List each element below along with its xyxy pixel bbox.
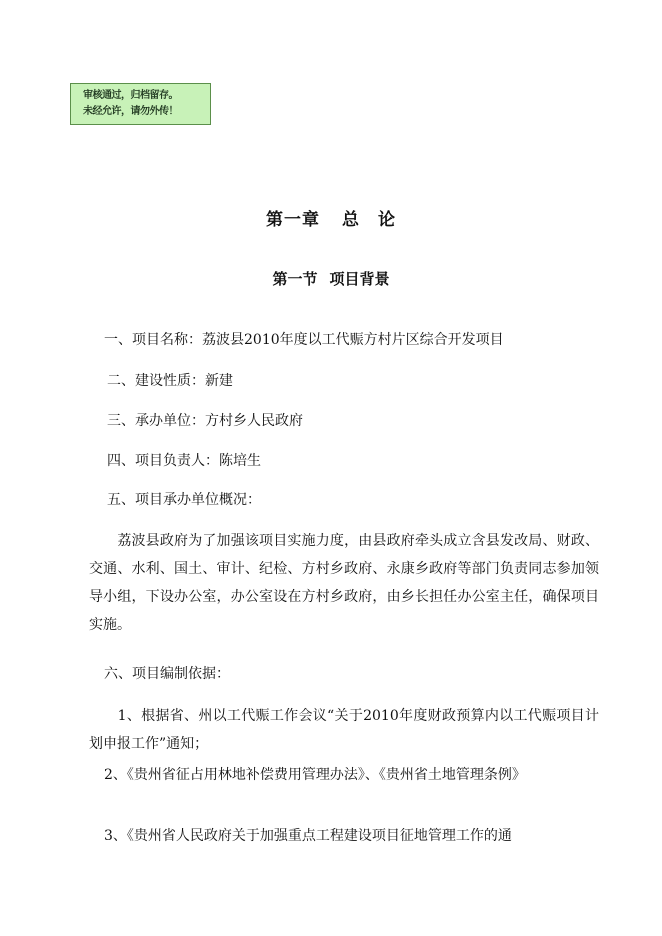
watermark-stamp [70, 83, 211, 125]
basis-item-2: 2、《贵州省征占用林地补偿费用管理办法》、《贵州省土地管理条例》 [104, 767, 526, 783]
basis-heading: 六、项目编制依据： [104, 666, 230, 682]
item-project-name [104, 330, 504, 350]
basis-item-3: 3、《贵州省人民政府关于加强重点工程建设项目征地管理工作的通 [104, 828, 512, 844]
item-label: 五、项目承办单位概况： [107, 492, 261, 508]
item-label: 二、建设性质： [107, 373, 205, 389]
chapter-title: 总 论 [342, 210, 396, 230]
item-value: 方村乡人民政府 [205, 413, 303, 429]
chapter-number: 第一章 [266, 210, 320, 230]
section-number: 第一节 [272, 270, 318, 288]
item-label: 三、承办单位： [107, 413, 205, 429]
stamp-line-1: 审核通过，归档留存。 [83, 90, 178, 101]
item-label: 四、项目负责人： [107, 453, 219, 469]
overview-paragraph: 荔波县政府为了加强该项目实施力度，由县政府牵头成立含县发改局、财政、交通、水利、国土、审计、纪检、方村乡政府、永康乡政府等部门负责同志参加领导小组，下设办公室，办公室设在方村乡政府，由乡长担任办公室主任，确保项目实施。 [89, 533, 599, 633]
item-project-leader [107, 451, 261, 471]
item-unit-overview [107, 490, 261, 510]
item-label: 一、项目名称： [104, 332, 202, 348]
item-value: 荔波县2010年度以工代赈方村片区综合开发项目 [202, 332, 504, 348]
section-heading [0, 268, 662, 289]
item-value: 陈培生 [219, 453, 261, 469]
item-undertaking-unit [107, 411, 303, 431]
basis-item-1: 1、根据省、州以工代赈工作会议“关于2010年度财政预算内以工代赈项目计划申报工作”通知； [89, 708, 599, 752]
section-title: 项目背景 [329, 270, 390, 288]
stamp-line-2: 未经允许，请勿外传！ [83, 106, 178, 117]
item-value: 新建 [205, 373, 233, 389]
item-construction-nature [107, 371, 233, 391]
chapter-heading [0, 205, 662, 230]
